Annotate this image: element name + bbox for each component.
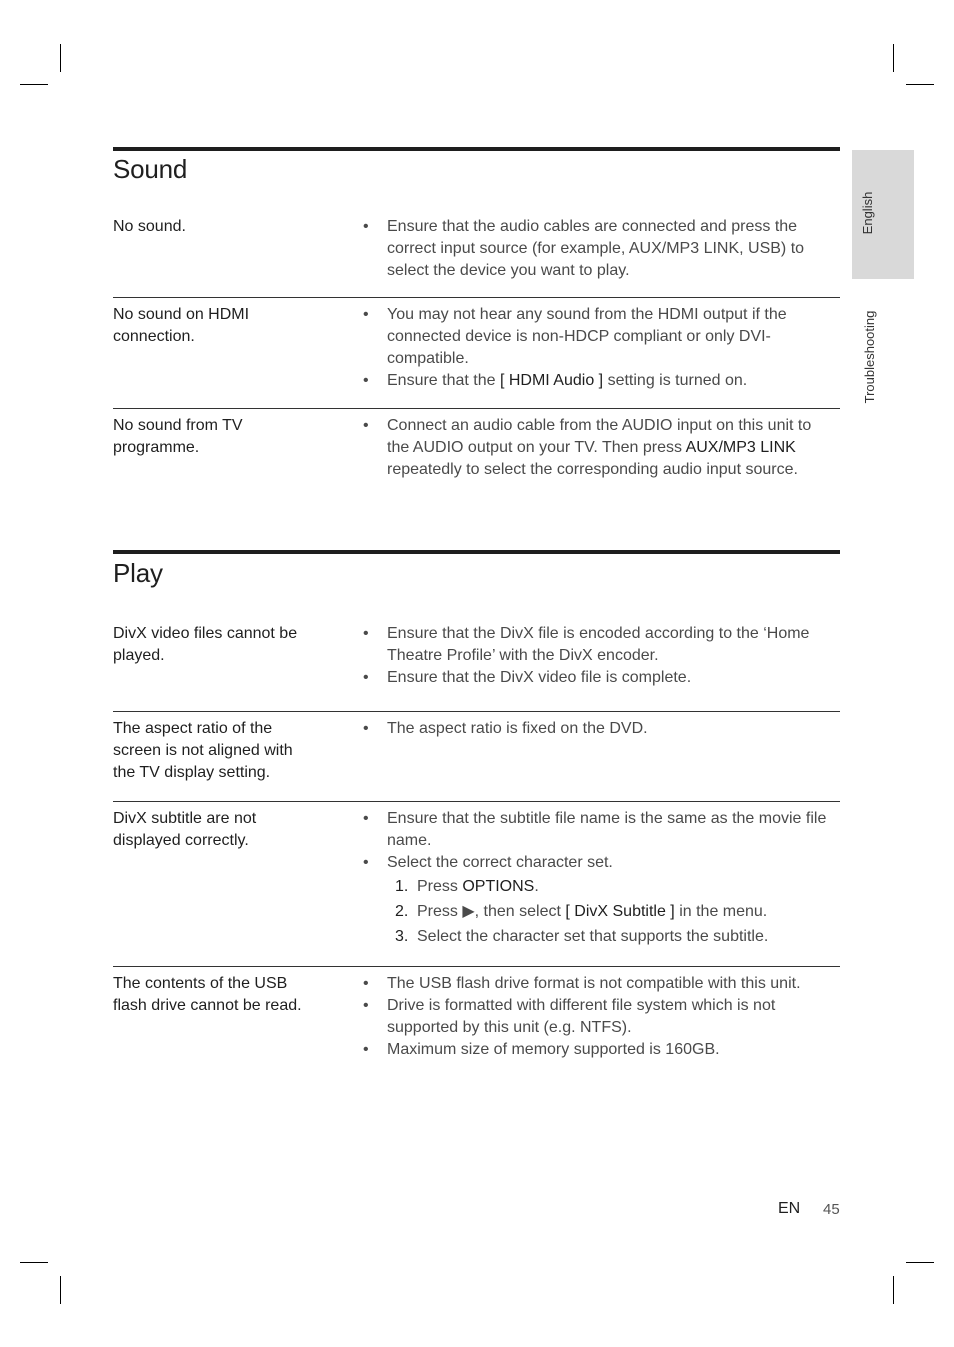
footer-lang: EN — [778, 1200, 801, 1217]
step-item: 1. Press OPTIONS. — [395, 878, 539, 895]
solution-item: • Ensure that the [ HDMI Audio ] setting is turned on. — [359, 370, 833, 392]
problem-text: No sound from TV programme. — [113, 417, 243, 456]
solution-item: • The USB flash drive format is not compatible with this unit. — [359, 973, 833, 995]
solution-item: • Ensure that the DivX file is encoded according to the ‘Home Theatre Profile’ with the DivX encoder. — [359, 623, 833, 667]
crop-mark — [20, 84, 48, 85]
row-divider — [113, 711, 840, 712]
crop-mark — [20, 1262, 48, 1263]
crop-mark — [906, 1262, 934, 1263]
section-rule — [113, 147, 840, 151]
solution-list — [359, 718, 833, 740]
crop-mark — [893, 44, 894, 72]
setting-keyword: [ HDMI Audio ] — [499, 372, 604, 389]
section-title-sound: Sound — [113, 154, 188, 184]
page-number: 45 — [823, 1201, 840, 1218]
step-item: 2. Press ▶, then select [ DivX Subtitle ] in the menu. — [395, 903, 768, 920]
section-rule — [113, 550, 840, 554]
crop-mark — [893, 1276, 894, 1304]
solution-item: • Select the correct character set. — [359, 852, 833, 874]
section-title-play: Play — [113, 558, 163, 588]
row-divider — [113, 801, 840, 802]
solution-item: • The aspect ratio is fixed on the DVD. — [359, 718, 833, 740]
solution-list — [359, 973, 833, 1061]
chapter-label: Troubleshooting — [862, 310, 877, 404]
solution-item: • You may not hear any sound from the HDMI output if the connected device is non-HDCP compliant or only DVI-compatible. — [359, 304, 833, 370]
row-divider — [113, 297, 840, 298]
solution-list — [359, 808, 833, 949]
solution-item: • Connect an audio cable from the AUDIO input on this unit to the AUDIO output on your TV. Then press AUX/MP3 LINK repeatedly to select the corresponding audio input source. — [359, 415, 833, 481]
solution-item: • Ensure that the DivX video file is complete. — [359, 667, 833, 689]
problem-text: No sound on HDMI connection. — [113, 306, 250, 345]
problem-text: The aspect ratio of the screen is not aligned with the TV display setting. — [113, 720, 293, 781]
solution-list — [359, 623, 833, 689]
crop-mark — [60, 1276, 61, 1304]
row-divider — [113, 966, 840, 967]
language-label: English — [860, 191, 875, 235]
button-keyword: AUX/MP3 LINK — [685, 439, 796, 456]
solution-item: • Drive is formatted with different file system which is not supported by this unit (e.g. NTFS). — [359, 995, 833, 1039]
solution-item: • Ensure that the subtitle file name is the same as the movie file name. — [359, 808, 833, 852]
button-keyword: OPTIONS — [462, 878, 535, 895]
problem-text: The contents of the USB flash drive cannot be read. — [113, 975, 302, 1014]
solution-item: • Maximum size of memory supported is 160GB. — [359, 1039, 833, 1061]
problem-text: DivX video files cannot be played. — [113, 625, 298, 664]
solution-list — [359, 415, 833, 481]
row-divider — [113, 408, 840, 409]
solution-list — [359, 216, 833, 282]
step-item: 3. Select the character set that supports the subtitle. — [395, 928, 769, 945]
crop-mark — [60, 44, 61, 72]
menu-keyword: [ DivX Subtitle ] — [565, 903, 675, 920]
problem-text: DivX subtitle are not displayed correctly. — [113, 810, 257, 849]
problem-text: No sound. — [113, 218, 186, 235]
solution-item: • Ensure that the audio cables are connected and press the correct input source (for example, AUX/MP3 LINK, USB) to select the device you want to play. — [359, 216, 833, 282]
crop-mark — [906, 84, 934, 85]
solution-list — [359, 304, 833, 392]
